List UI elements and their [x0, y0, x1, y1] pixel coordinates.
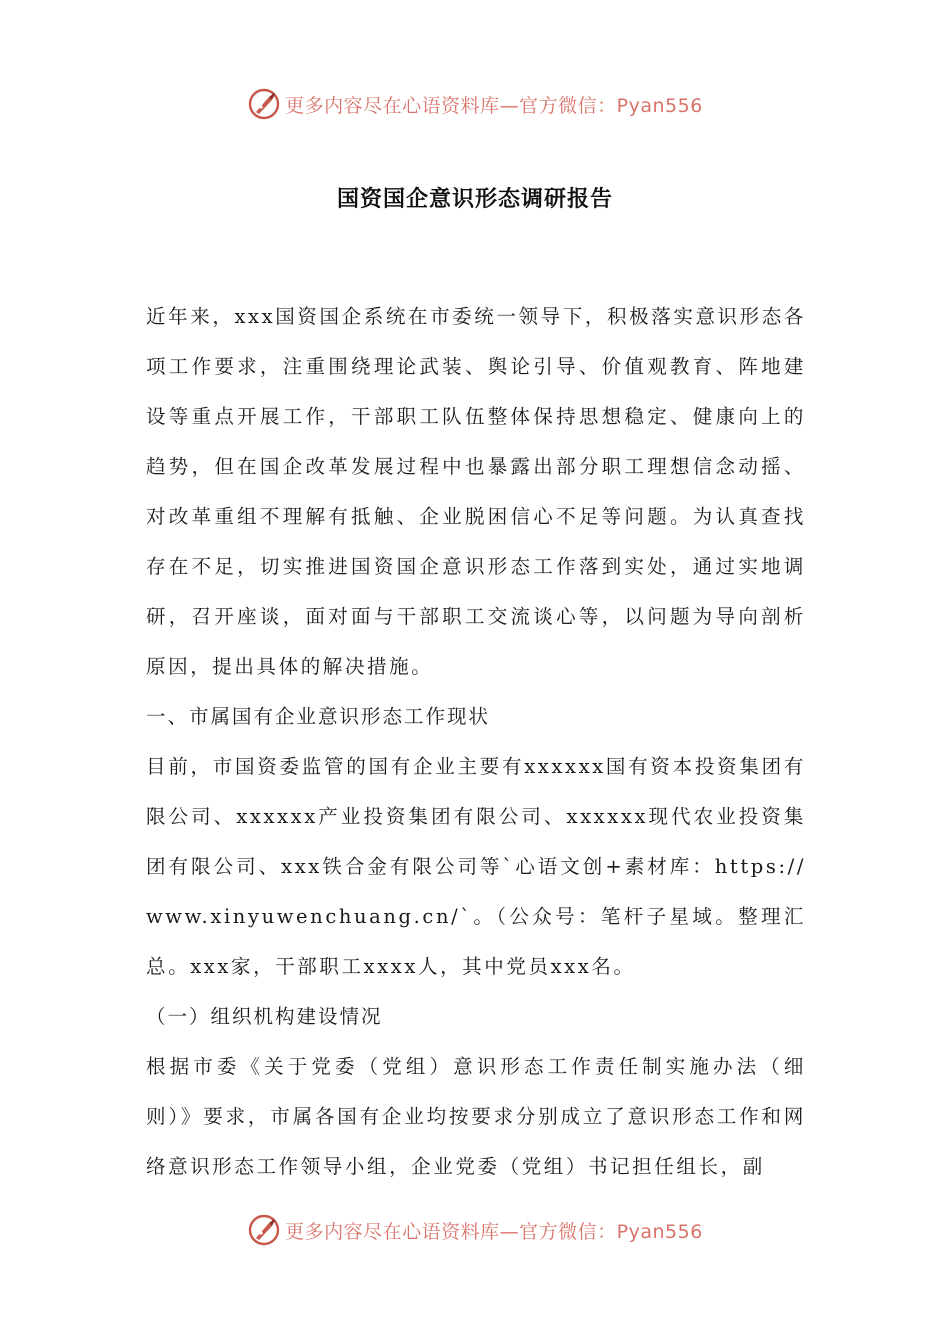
document-body [146, 292, 806, 1192]
pen-nib-logo-icon [247, 1213, 281, 1247]
pen-nib-logo-icon [247, 87, 281, 121]
section-heading: 一、市属国有企业意识形态工作现状 [146, 705, 491, 728]
org-paragraph: 根据市委《关于党委（党组）意识形态工作责任制实施办法（细则）》要求，市属各国有企业均按要求分别成立了意识形态工作和网络意识形态工作领导小组，企业党委（党组）书记担任组长，副 [146, 1055, 806, 1178]
subsection-heading: （一）组织机构建设情况 [146, 1005, 383, 1028]
status-paragraph: 目前，市国资委监管的国有企业主要有xxxxxx国有资本投资集团有限公司、xxxxxx产业投资集团有限公司、xxxxxx现代农业投资集团有限公司、xxx铁合金有限公司等`心语文创+素材库：https://www.xinyuwenchuang.cn/`。（公众号：笔杆子星域。整理汇总。xxx家，干部职工xxxx人，其中党员xxx名。 [146, 755, 806, 978]
watermark-banner-bottom [0, 1208, 950, 1252]
document-title: 国资国企意识形态调研报告 [336, 187, 613, 212]
watermark-text: 更多内容尽在心语资料库—官方微信：Pyan556 [285, 1220, 703, 1243]
watermark-banner-top [0, 82, 950, 126]
watermark-text: 更多内容尽在心语资料库—官方微信：Pyan556 [285, 94, 703, 117]
intro-paragraph: 近年来，xxx国资国企系统在市委统一领导下，积极落实意识形态各项工作要求，注重围绕理论武装、舆论引导、价值观教育、阵地建设等重点开展工作，干部职工队伍整体保持思想稳定、健康向上的趋势，但在国企改革发展过程中也暴露出部分职工理想信念动摇、对改革重组不理解有抵触、企业脱困信心不足等问题。为认真查找存在不足，切实推进国资国企意识形态工作落到实处，通过实地调研，召开座谈，面对面与干部职工交流谈心等，以问题为导向剖析原因，提出具体的解决措施。 [146, 305, 806, 678]
